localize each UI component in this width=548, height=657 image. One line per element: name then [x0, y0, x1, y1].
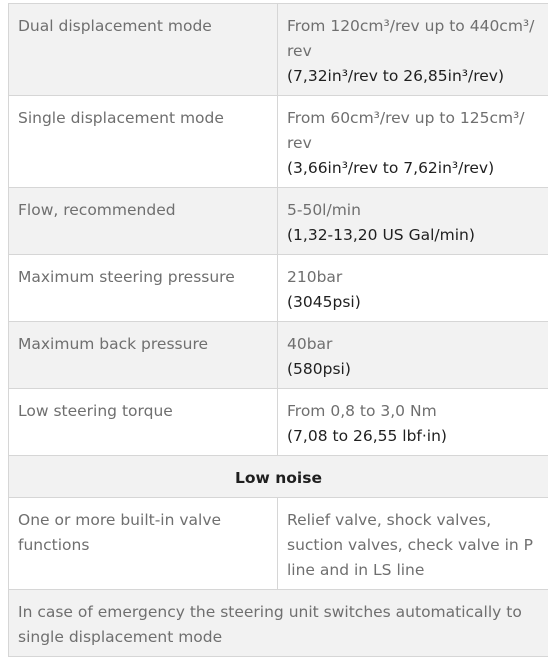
value-imperial: (580psi) [287, 357, 539, 382]
table-row [9, 96, 548, 188]
row-label: Dual displacement mode [9, 4, 278, 96]
value-metric: From 60cm³/rev up to 125cm³/ rev [287, 106, 539, 156]
table-row [9, 456, 548, 498]
row-label: Single displacement mode [9, 96, 278, 188]
center-heading-cell: Low noise [9, 456, 548, 498]
value-metric: 40bar [287, 332, 539, 357]
row-label: Low steering torque [9, 389, 278, 456]
value-imperial: (7,32in³/rev to 26,85in³/rev) [287, 64, 539, 89]
table-row [9, 389, 548, 456]
row-value [278, 389, 548, 456]
row-value [278, 96, 548, 188]
row-value: Relief valve, shock valves, suction valves, check valve in P line and in LS line [278, 498, 548, 590]
table-row [9, 590, 548, 657]
row-label: Maximum steering pressure [9, 255, 278, 322]
specification-table [8, 3, 548, 657]
value-imperial: (7,08 to 26,55 lbf·in) [287, 424, 539, 449]
row-label: Flow, recommended [9, 188, 278, 255]
value-imperial: (3,66in³/rev to 7,62in³/rev) [287, 156, 539, 181]
value-metric: 5-50l/min [287, 198, 539, 223]
row-label: One or more built-in valve functions [9, 498, 278, 590]
table-row [9, 498, 548, 590]
row-value [278, 255, 548, 322]
row-label: Maximum back pressure [9, 322, 278, 389]
table-row [9, 4, 548, 96]
footer-note-cell: In case of emergency the steering unit switches automatically to single displacement mode [9, 590, 548, 657]
value-metric: 210bar [287, 265, 539, 290]
value-imperial: (3045psi) [287, 290, 539, 315]
table-row [9, 255, 548, 322]
row-value [278, 4, 548, 96]
row-value [278, 322, 548, 389]
row-value [278, 188, 548, 255]
value-imperial: (1,32-13,20 US Gal/min) [287, 223, 539, 248]
value-metric: From 0,8 to 3,0 Nm [287, 399, 539, 424]
table-row [9, 188, 548, 255]
table-row [9, 322, 548, 389]
value-metric: From 120cm³/rev up to 440cm³/ rev [287, 14, 539, 64]
